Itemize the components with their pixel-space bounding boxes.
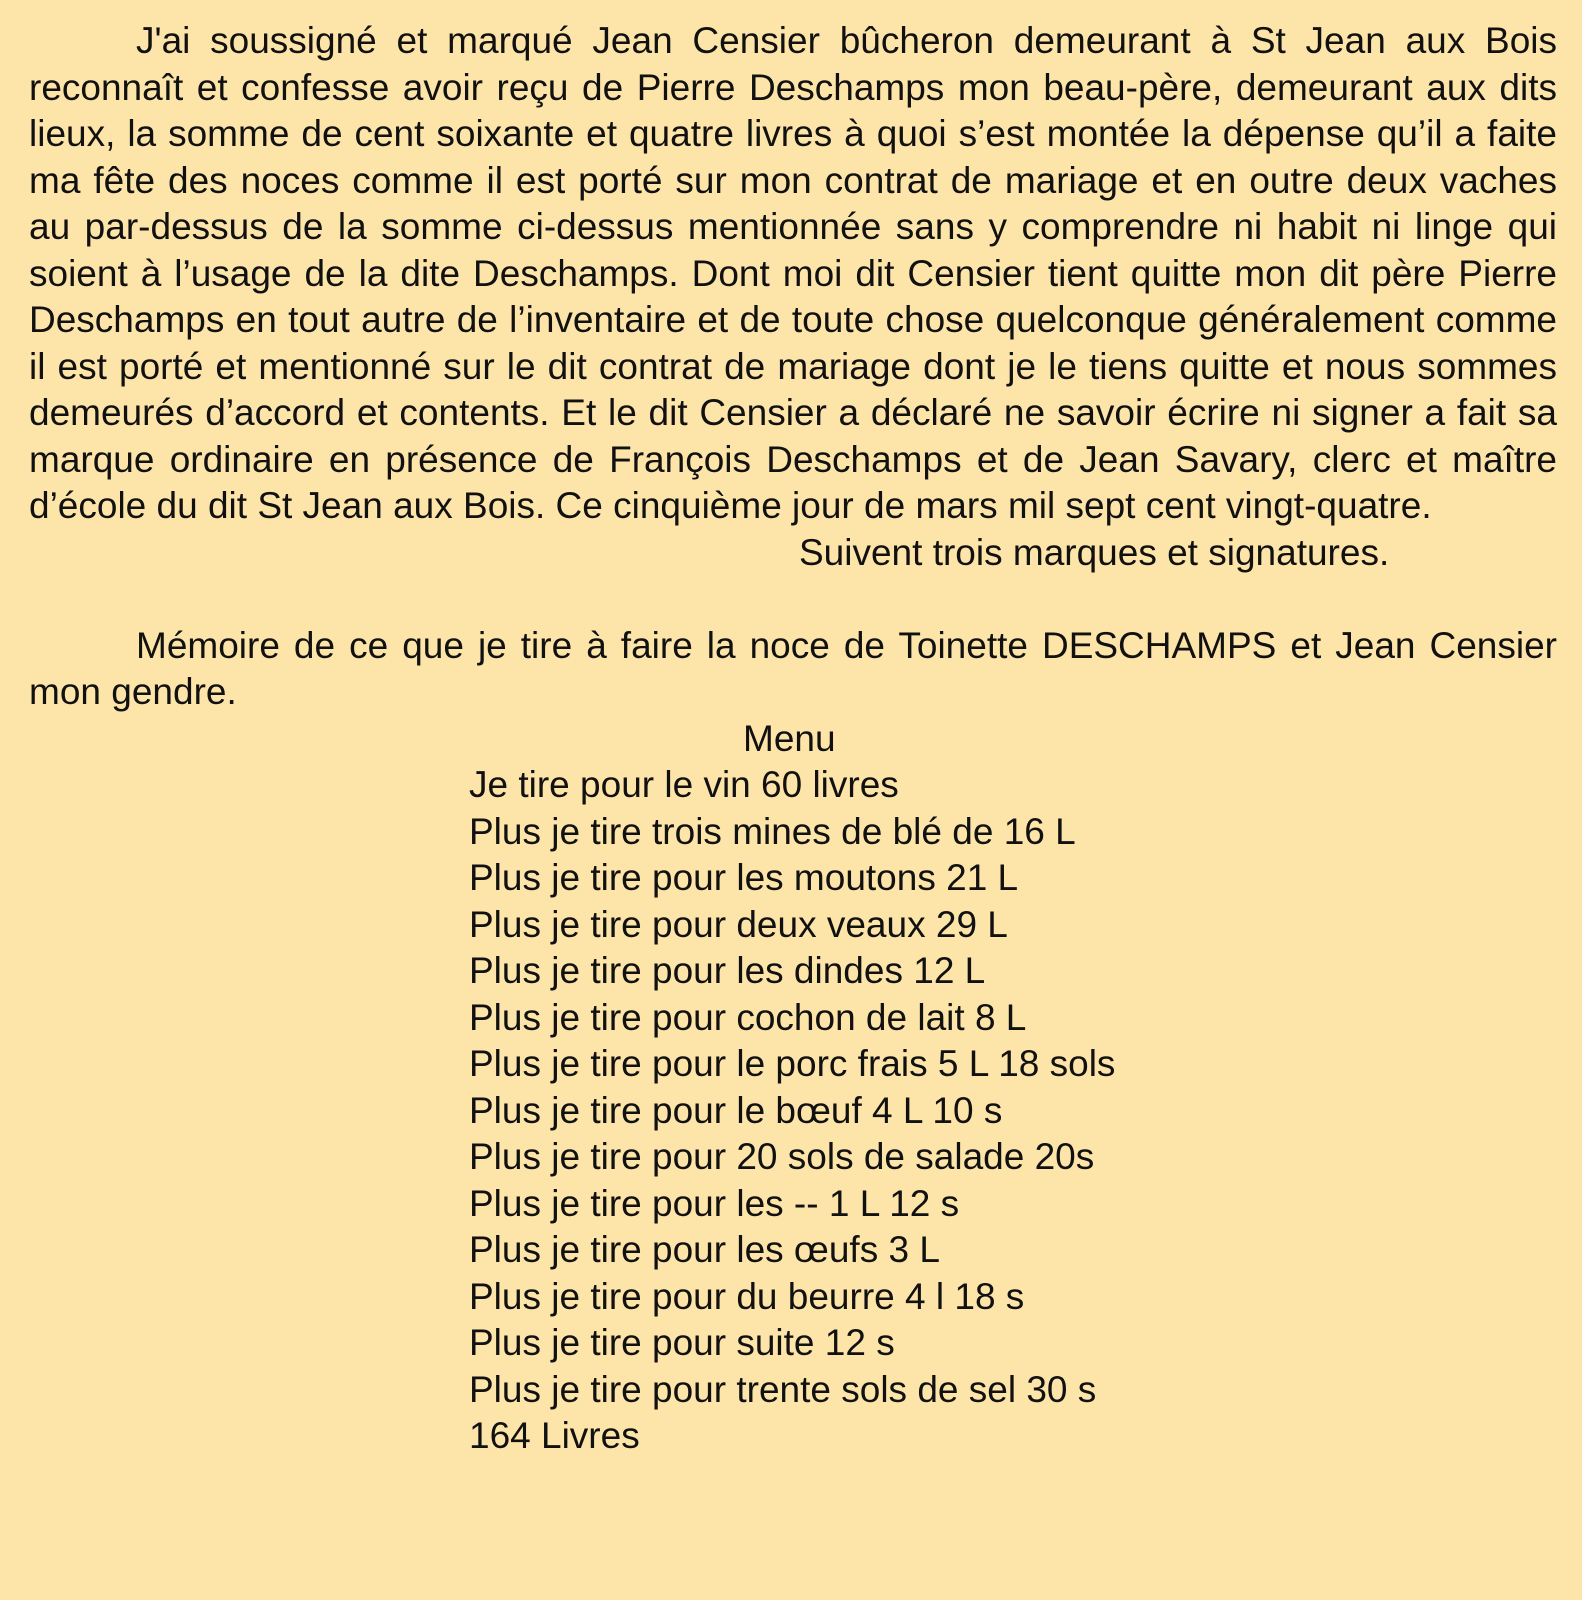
menu-total: 164 Livres — [469, 1415, 640, 1456]
menu-item: Plus je tire pour les -- 1 L 12 s — [469, 1182, 960, 1224]
menu-item: Plus je tire pour cochon de lait 8 L — [469, 996, 1027, 1038]
menu-item: Plus je tire pour les œufs 3 L — [469, 1229, 940, 1270]
menu-item: Plus je tire trois mines de blé de 16 L — [469, 810, 1076, 852]
menu-item: Plus je tire pour deux veaux 29 L — [469, 903, 1008, 945]
menu-item: Plus je tire pour du beurre 4 l 18 s — [469, 1275, 1025, 1317]
menu-item: Plus je tire pour le porc frais 5 L 18 sols — [469, 1043, 1116, 1084]
memo-paragraph: Mémoire de ce que je tire à faire la noce de Toinette DESCHAMPS et Jean Censier mon gendre. — [29, 624, 1557, 712]
menu-item: Plus je tire pour trente sols de sel 30 s — [469, 1368, 1097, 1410]
menu-item: Plus je tire pour le bœuf 4 L 10 s — [469, 1089, 1003, 1131]
menu-item: Je tire pour le vin 60 livres — [469, 764, 899, 805]
menu-list — [29, 762, 1557, 1413]
menu-item: Plus je tire pour les moutons 21 L — [469, 857, 1019, 898]
menu-title: Menu — [743, 717, 836, 759]
receipt-paragraph: J'ai soussigné et marqué Jean Censier bûcheron demeurant à St Jean aux Bois reconnaît et confesse avoir reçu de Pierre Deschamps mon beau-père, demeurant aux dits lieux, la somme de cent soixante et quatre livres à quoi s’est montée la dépense qu’il a faite ma fête des noces comme il est porté sur mon contrat de mariage et en outre deux vaches au par-dessus de la somme ci-dessus mentionnée sans y comprendre ni habit ni linge qui soient à l’usage de la dite Deschamps. Dont moi dit Censier tient quitte mon dit père Pierre Deschamps en tout autre de l’inventaire et de toute chose quelconque généralement comme il est porté et mentionné sur le dit contrat de mariage dont je le tiens quitte et nous sommes demeurés d’accord et contents. Et le dit Censier a déclaré ne savoir écrire ni signer a fait sa marque ordinaire en présence de François Deschamps et de Jean Savary, clerc et maître d’école du dit St Jean aux Bois. Ce cinquième jour de mars mil sept cent vingt-quatre. — [29, 20, 1557, 526]
menu-item: Plus je tire pour 20 sols de salade 20s — [469, 1136, 1095, 1177]
blank-line — [29, 576, 1557, 623]
signatures-note: Suivent trois marques et signatures. — [799, 531, 1390, 573]
menu-item: Plus je tire pour suite 12 s — [469, 1322, 895, 1363]
menu-item: Plus je tire pour les dindes 12 L — [469, 950, 986, 991]
